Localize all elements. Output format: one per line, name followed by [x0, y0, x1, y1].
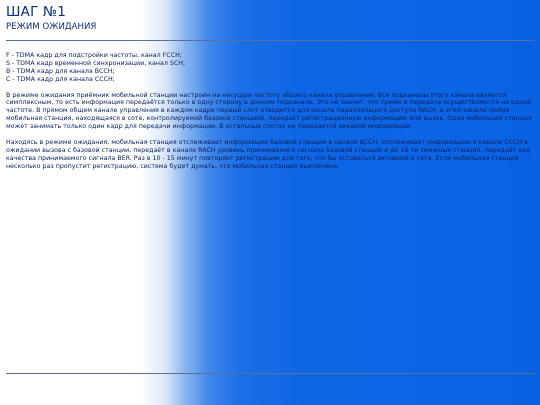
paragraph-standby-description: В режиме ожидания приёмник мобильной станции настроен на несущую частоту общего канала управления. Все подканалы этого канала является симплексным, то есть информация передаётся только в одну сторону в донном подканале. Это не значит, что приём и передача осуществляются на одной частоте. В прямом общем канале управления в каждом кадре первый слот отводится для канала параллельного доступа RACH, в этом канале любая мобильная станция, находящаяся в соте, контролируемой базовой станцией, передаёт регистрационную информацию или вызов. Одна мобильная станция может занимать только один кадр для передачи информации. В остальных слотах не передается никакой информации.	[6, 91, 532, 131]
legend-item-bcch: B - TDMA кадр для канала BCCH;	[6, 67, 115, 75]
legend-item-sch: S - TDMA кадр временной синхронизации, канал SCH;	[6, 59, 186, 67]
bottom-divider	[6, 373, 534, 374]
page-title: ШАГ №1	[6, 4, 67, 20]
content-area	[6, 52, 534, 171]
paragraph-standby-operation: Находясь в режиме ожидания, мобильная станция отслеживает информацию базовой станции в канале BCCH, отслеживает информацию о канале CCCH в ожидании вызова с базовой станции, передаёт в канале RACH уровень принимаемого сигнала базовой станции и до 16-ти смежных станций, передаёт код качества принимаемого сигнала BER. Раз в 10 - 15 минут повторяет регистрацию для того, что бы оставаться активной в сети. Если мобильная станция несколько раз пропустит регистрацию, система будет думать, что мобильная станция выключена.	[6, 138, 531, 170]
frame-legend	[6, 52, 534, 84]
legend-item-ccch: C - TDMA кадр для канала CCCH;	[6, 75, 115, 83]
page-subtitle: РЕЖИМ ОЖИДАНИЯ	[6, 22, 97, 32]
page-header	[6, 4, 534, 33]
legend-item-fcch: F - TDMA кадр для подстройки частоты, канал FCCH;	[6, 52, 182, 59]
top-divider	[6, 40, 534, 41]
